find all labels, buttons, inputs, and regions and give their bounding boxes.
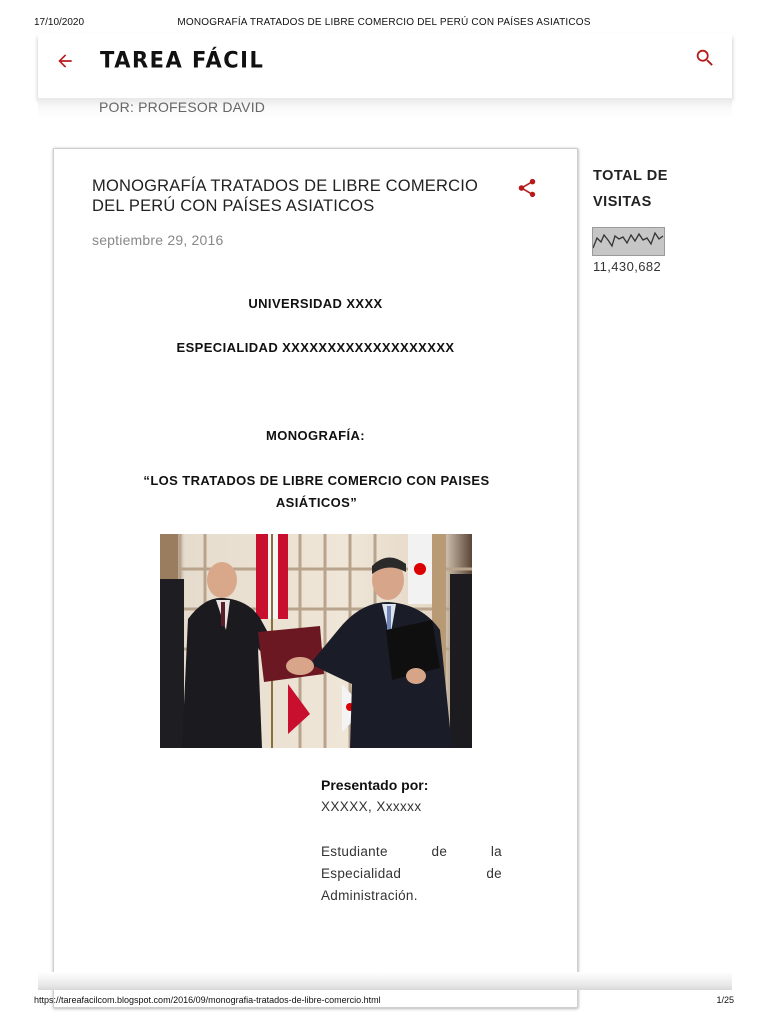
- print-title: MONOGRAFÍA TRATADOS DE LIBRE COMERCIO DEL PERÚ CON PAÍSES ASIATICOS: [177, 17, 591, 28]
- visit-count: 11,430,682: [593, 259, 662, 274]
- visits-sparkline: [592, 227, 665, 256]
- post-date: septiembre 29, 2016: [92, 232, 224, 248]
- post-card: [53, 148, 578, 1008]
- search-icon: [694, 47, 716, 69]
- print-url: https://tareafacilcom.blogspot.com/2016/09/monografia-tratados-de-libre-comercio.html: [34, 995, 381, 1005]
- search-button[interactable]: [692, 45, 718, 71]
- share-button[interactable]: [516, 177, 538, 199]
- arrow-back-icon: [55, 51, 75, 71]
- blog-header: [38, 34, 732, 98]
- blog-brand[interactable]: TAREA FÁCIL: [100, 47, 265, 73]
- bottom-shadow: [38, 972, 732, 990]
- presented-by-label: Presentado por:: [321, 777, 429, 793]
- signing-photo: [160, 534, 472, 748]
- university-line: UNIVERSIDAD XXXX: [248, 296, 383, 311]
- back-button[interactable]: [52, 48, 78, 74]
- print-page-number: 1/25: [716, 995, 734, 1005]
- share-icon: [516, 177, 538, 199]
- post-title[interactable]: MONOGRAFÍA TRATADOS DE LIBRE COMERCIO DEL PERÚ CON PAÍSES ASIATICOS: [92, 177, 479, 215]
- author-strip: [38, 98, 732, 120]
- student-description: Estudiante de la Especialidad de Administración.: [321, 844, 502, 903]
- monograph-title: “LOS TRATADOS DE LIBRE COMERCIO CON PAISES ASIÁTICOS”: [143, 473, 490, 510]
- monograph-label: MONOGRAFÍA:: [266, 428, 365, 443]
- specialty-line: ESPECIALIDAD XXXXXXXXXXXXXXXXXXX: [176, 340, 455, 355]
- author-byline: POR: PROFESOR DAVID: [99, 99, 266, 115]
- print-date: 17/10/2020: [34, 17, 85, 28]
- student-name: XXXXX, Xxxxxx: [321, 799, 422, 814]
- sidebar-visits-title: TOTAL DE VISITAS: [593, 168, 668, 210]
